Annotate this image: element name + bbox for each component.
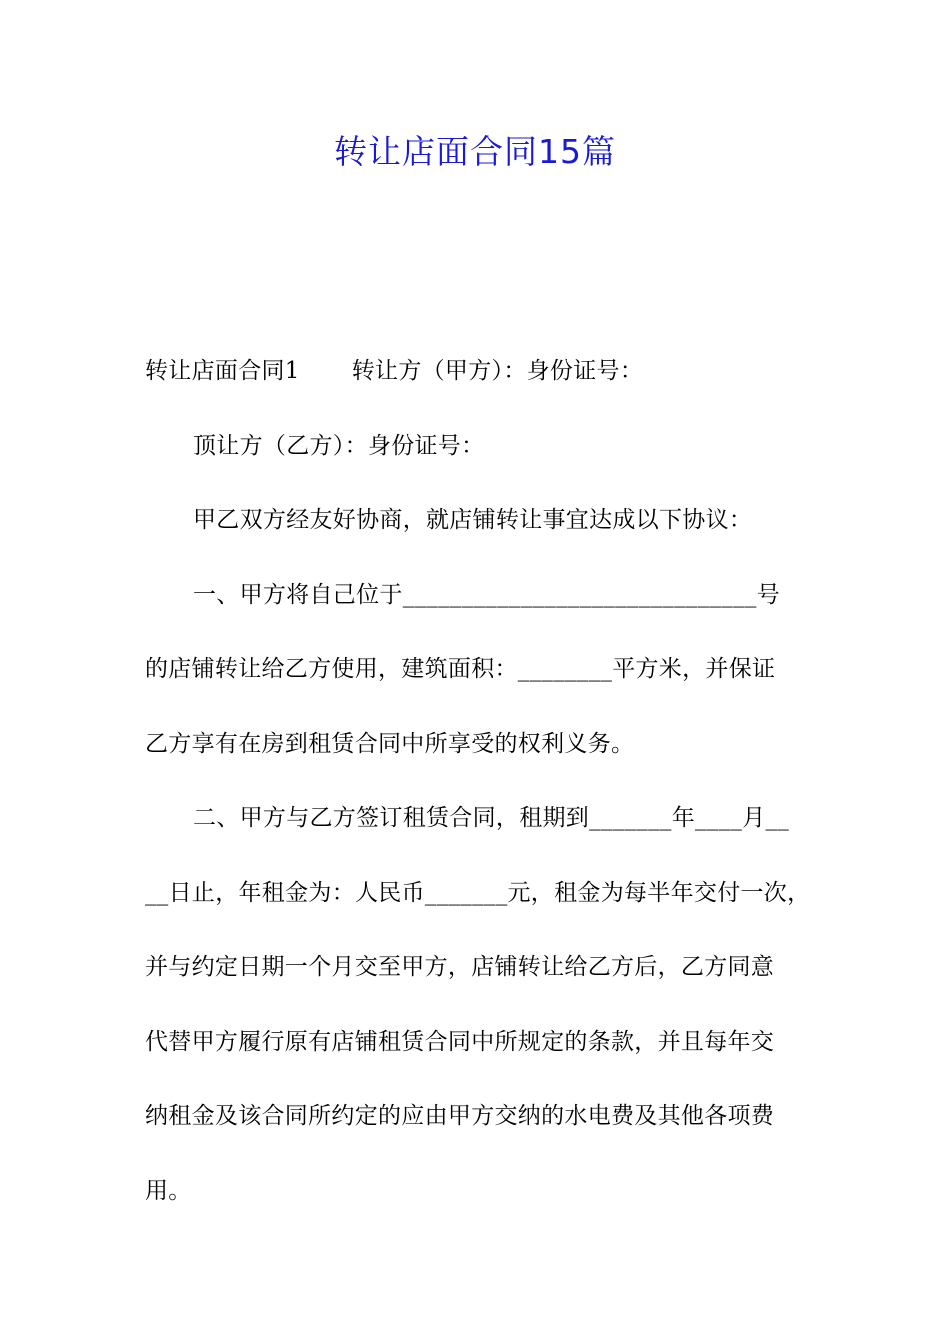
paragraph-line: 纳租金及该合同所约定的应由甲方交纳的水电费及其他各项费 bbox=[145, 1103, 775, 1129]
paragraph-line: 代替甲方履行原有店铺租赁合同中所规定的条款，并且每年交 bbox=[145, 1028, 775, 1055]
document-body bbox=[145, 334, 817, 1228]
paragraph-line: 二、甲方与乙方签订租赁合同，租期到_______年____月__ bbox=[193, 805, 790, 831]
document-title: 转让店面合同15篇 bbox=[334, 132, 616, 171]
paragraph-line: 乙方享有在房到租赁合同中所享受的权利义务。 bbox=[145, 730, 635, 757]
paragraph-line bbox=[145, 334, 817, 409]
paragraph-line: 并与约定日期一个月交至甲方，店铺转让给乙方后，乙方同意 bbox=[145, 954, 775, 980]
paragraph-line: 的店铺转让给乙方使用，建筑面积：________平方米，并保证 bbox=[145, 656, 776, 682]
paragraph-line: 甲乙双方经友好协商，就店铺转让事宜达成以下协议： bbox=[193, 507, 753, 533]
paragraph-line: __日止，年租金为：人民币_______元，租金为每半年交付一次， bbox=[145, 879, 811, 906]
paragraph-line: 用。 bbox=[145, 1177, 192, 1204]
paragraph-line: 一、甲方将自己位于______________________________号 bbox=[193, 581, 780, 608]
contract-heading: 转让店面合同1 bbox=[145, 358, 300, 384]
party-a-label: 转让方（甲方）：身份证号： bbox=[351, 358, 644, 384]
paragraph-line: 顶让方（乙方）：身份证号： bbox=[193, 432, 485, 459]
